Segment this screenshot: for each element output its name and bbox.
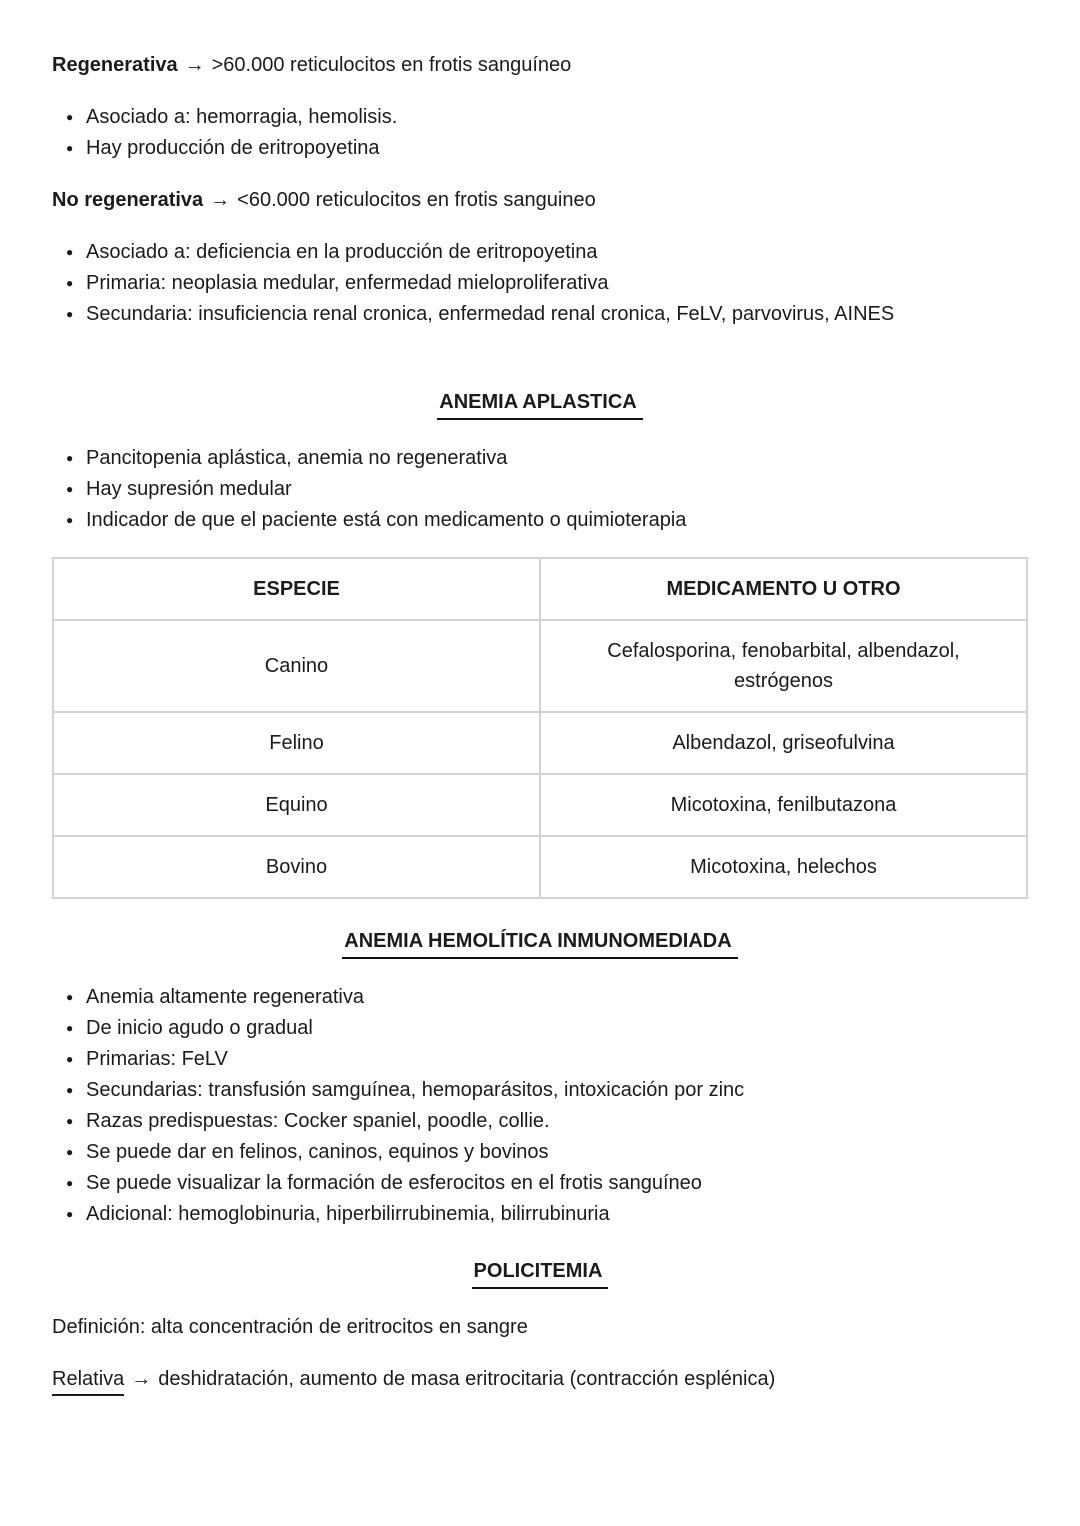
list-no-regenerativa — [52, 237, 1028, 329]
table-header-row — [53, 558, 1027, 620]
table-cell-species: Felino — [53, 712, 540, 774]
table-cell-medication: Micotoxina, fenilbutazona — [540, 774, 1027, 836]
paragraph-relativa — [52, 1364, 1028, 1396]
arrow-glyph: → — [210, 189, 231, 211]
table-row — [53, 712, 1027, 774]
list-item: ● Indicador de que el paciente está con medicamento o quimioterapia — [52, 505, 1028, 535]
section-heading-text: ANEMIA APLASTICA — [437, 387, 642, 420]
section-heading-text: ANEMIA HEMOLÍTICA INMUNOMEDIADA — [342, 926, 737, 959]
section-heading-text: POLICITEMIA — [472, 1256, 609, 1289]
list-regenerativa — [52, 102, 1028, 163]
paragraph-regenerativa — [52, 50, 1028, 80]
term-relativa: Relativa — [52, 1364, 124, 1396]
list-item: ● Se puede visualizar la formación de esferocitos en el frotis sanguíneo — [52, 1168, 1028, 1198]
table-cell-species: Canino — [53, 620, 540, 712]
section-heading-anemia-aplastica — [52, 387, 1028, 420]
list-item: ● Asociado a: hemorragia, hemolisis. — [52, 102, 1028, 132]
list-item: ● Anemia altamente regenerativa — [52, 982, 1028, 1012]
arrow-glyph: → — [131, 1368, 152, 1390]
paragraph-relativa-text: deshidratación, aumento de masa eritrocitaria (contracción esplénica) — [158, 1368, 776, 1390]
table-cell-species: Bovino — [53, 836, 540, 898]
term-regenerativa: Regenerativa — [52, 54, 178, 76]
list-item: ● Hay producción de eritropoyetina — [52, 133, 1028, 163]
table-row — [53, 774, 1027, 836]
list-item: ● De inicio agudo o gradual — [52, 1013, 1028, 1043]
paragraph-no-regenerativa — [52, 185, 1028, 215]
list-item: ● Primarias: FeLV — [52, 1044, 1028, 1074]
table-cell-medication: Micotoxina, helechos — [540, 836, 1027, 898]
list-item: ● Secundaria: insuficiencia renal cronica, enfermedad renal cronica, FeLV, parvovirus, AINES — [52, 299, 1028, 329]
table-row — [53, 836, 1027, 898]
table-row — [53, 620, 1027, 712]
list-anemia-aplastica — [52, 443, 1028, 535]
list-item: ● Adicional: hemoglobinuria, hiperbilirrubinemia, bilirrubinuria — [52, 1199, 1028, 1229]
table-header-medicamento: MEDICAMENTO U OTRO — [540, 558, 1027, 620]
paragraph-no-regenerativa-text: <60.000 reticulocitos en frotis sanguineo — [237, 189, 596, 211]
section-heading-policitemia — [52, 1256, 1028, 1289]
section-heading-anemia-hemolitica — [52, 926, 1028, 959]
arrow-glyph: → — [184, 54, 205, 76]
list-item: ● Hay supresión medular — [52, 474, 1028, 504]
list-item: ● Se puede dar en felinos, caninos, equinos y bovinos — [52, 1137, 1028, 1167]
paragraph-regenerativa-text: >60.000 reticulocitos en frotis sanguíneo — [211, 54, 572, 76]
species-medication-table — [52, 557, 1028, 899]
table-cell-medication: Albendazol, griseofulvina — [540, 712, 1027, 774]
list-item: ● Pancitopenia aplástica, anemia no regenerativa — [52, 443, 1028, 473]
list-item: ● Razas predispuestas: Cocker spaniel, poodle, collie. — [52, 1106, 1028, 1136]
table-header-especie: ESPECIE — [53, 558, 540, 620]
list-item: ● Primaria: neoplasia medular, enfermedad mieloproliferativa — [52, 268, 1028, 298]
list-item: ● Secundarias: transfusión samguínea, hemoparásitos, intoxicación por zinc — [52, 1075, 1028, 1105]
list-anemia-hemolitica — [52, 982, 1028, 1229]
table-cell-species: Equino — [53, 774, 540, 836]
list-item: ● Asociado a: deficiencia en la producción de eritropoyetina — [52, 237, 1028, 267]
paragraph-definicion: Definición: alta concentración de eritrocitos en sangre — [52, 1316, 528, 1338]
table-cell-medication: Cefalosporina, fenobarbital, albendazol, estrógenos — [540, 620, 1027, 712]
term-no-regenerativa: No regenerativa — [52, 189, 204, 211]
